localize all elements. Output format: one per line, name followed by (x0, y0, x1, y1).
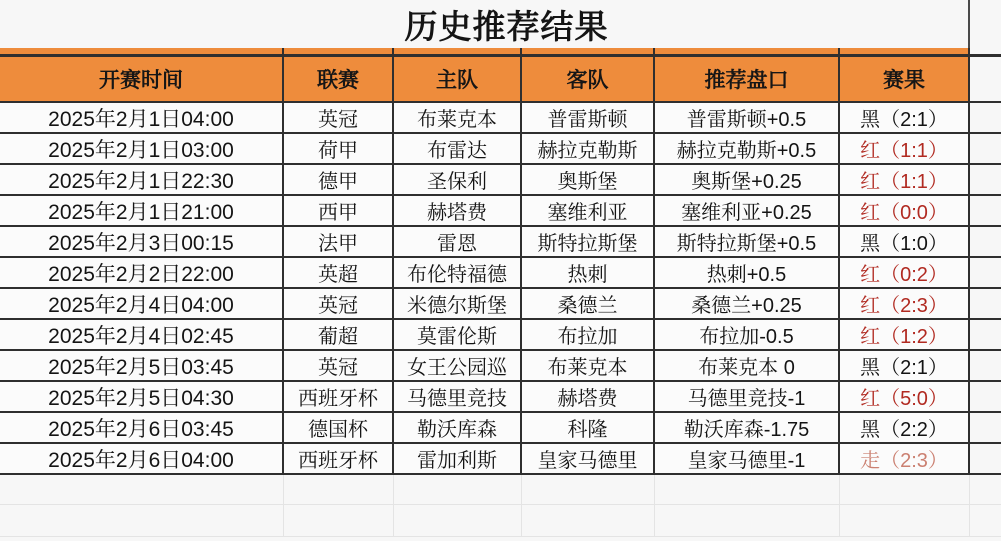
column-header-result: 赛果 (840, 57, 970, 101)
cell-result: 走（2:3） (840, 444, 970, 473)
cell-time: 2025年2月6日03:45 (0, 413, 284, 442)
cell-time: 2025年2月4日04:00 (0, 289, 284, 318)
cell-handicap: 塞维利亚+0.25 (655, 196, 840, 225)
table-row (0, 134, 1001, 165)
cell-handicap: 勒沃库森-1.75 (655, 413, 840, 442)
cell-league: 英冠 (284, 289, 394, 318)
cell-time: 2025年2月6日04:00 (0, 444, 284, 473)
column-header-league: 联赛 (284, 57, 394, 101)
table-row (0, 165, 1001, 196)
table-row (0, 413, 1001, 444)
cell-result: 红（1:1） (840, 165, 970, 194)
cell-league: 葡超 (284, 320, 394, 349)
cell-handicap: 马德里竞技-1 (655, 382, 840, 411)
table-row (0, 196, 1001, 227)
cell-away-team: 赫塔费 (522, 382, 655, 411)
cell-time: 2025年2月1日21:00 (0, 196, 284, 225)
cell-home-team: 雷恩 (394, 227, 522, 256)
cell-handicap: 热刺+0.5 (655, 258, 840, 287)
cell-result: 红（1:2） (840, 320, 970, 349)
cell-away-team: 科隆 (522, 413, 655, 442)
table-row (0, 351, 1001, 382)
cell-away-team: 皇家马德里 (522, 444, 655, 473)
cell-result: 黑（2:2） (840, 413, 970, 442)
results-table (0, 48, 1001, 537)
cell-league: 德国杯 (284, 413, 394, 442)
empty-row (0, 475, 1001, 505)
cell-away-team: 普雷斯顿 (522, 103, 655, 132)
cell-away-team: 塞维利亚 (522, 196, 655, 225)
table-row (0, 320, 1001, 351)
cell-time: 2025年2月2日22:00 (0, 258, 284, 287)
table-row (0, 103, 1001, 134)
page-title: 历史推荐结果 (404, 7, 609, 45)
cell-league: 英超 (284, 258, 394, 287)
title-area (0, 0, 1001, 48)
cell-league: 英冠 (284, 351, 394, 380)
cell-home-team: 赫塔费 (394, 196, 522, 225)
cell-away-team: 奥斯堡 (522, 165, 655, 194)
table-body (0, 103, 1001, 475)
cell-home-team: 米德尔斯堡 (394, 289, 522, 318)
cell-handicap: 桑德兰+0.25 (655, 289, 840, 318)
cell-handicap: 奥斯堡+0.25 (655, 165, 840, 194)
cell-away-team: 布拉加 (522, 320, 655, 349)
cell-league: 荷甲 (284, 134, 394, 163)
column-header-away: 客队 (522, 57, 655, 101)
cell-handicap: 皇家马德里-1 (655, 444, 840, 473)
cell-home-team: 雷加利斯 (394, 444, 522, 473)
cell-result: 黑（2:1） (840, 351, 970, 380)
cell-result: 红（2:3） (840, 289, 970, 318)
table-row (0, 289, 1001, 320)
cell-result: 红（5:0） (840, 382, 970, 411)
cell-league: 德甲 (284, 165, 394, 194)
table-row (0, 227, 1001, 258)
cell-time: 2025年2月4日02:45 (0, 320, 284, 349)
cell-home-team: 女王公园巡 (394, 351, 522, 380)
table-row (0, 444, 1001, 475)
table-row (0, 258, 1001, 289)
cell-handicap: 普雷斯顿+0.5 (655, 103, 840, 132)
cell-handicap: 布莱克本 0 (655, 351, 840, 380)
cell-time: 2025年2月3日00:15 (0, 227, 284, 256)
table-row (0, 382, 1001, 413)
cell-away-team: 布莱克本 (522, 351, 655, 380)
cell-league: 英冠 (284, 103, 394, 132)
cell-result: 黑（1:0） (840, 227, 970, 256)
clipped-orange-row (0, 48, 1001, 57)
cell-away-team: 桑德兰 (522, 289, 655, 318)
cell-league: 西班牙杯 (284, 444, 394, 473)
cell-result: 红（0:0） (840, 196, 970, 225)
cell-home-team: 莫雷伦斯 (394, 320, 522, 349)
cell-result: 黑（2:1） (840, 103, 970, 132)
cell-away-team: 斯特拉斯堡 (522, 227, 655, 256)
cell-time: 2025年2月5日04:30 (0, 382, 284, 411)
cell-time: 2025年2月1日04:00 (0, 103, 284, 132)
cell-league: 西班牙杯 (284, 382, 394, 411)
cell-handicap: 赫拉克勒斯+0.5 (655, 134, 840, 163)
cell-away-team: 热刺 (522, 258, 655, 287)
cell-result: 红（0:2） (840, 258, 970, 287)
column-header-home: 主队 (394, 57, 522, 101)
cell-home-team: 布伦特福德 (394, 258, 522, 287)
column-header-handicap: 推荐盘口 (655, 57, 840, 101)
cell-league: 西甲 (284, 196, 394, 225)
cell-home-team: 马德里竞技 (394, 382, 522, 411)
cell-handicap: 布拉加-0.5 (655, 320, 840, 349)
cell-home-team: 布雷达 (394, 134, 522, 163)
cell-league: 法甲 (284, 227, 394, 256)
column-header-time: 开赛时间 (0, 57, 284, 101)
empty-row (0, 505, 1001, 537)
table-header-row (0, 57, 1001, 103)
cell-time: 2025年2月1日03:00 (0, 134, 284, 163)
cell-away-team: 赫拉克勒斯 (522, 134, 655, 163)
cell-time: 2025年2月1日22:30 (0, 165, 284, 194)
cell-home-team: 勒沃库森 (394, 413, 522, 442)
cell-result: 红（1:1） (840, 134, 970, 163)
cell-home-team: 布莱克本 (394, 103, 522, 132)
cell-handicap: 斯特拉斯堡+0.5 (655, 227, 840, 256)
cell-time: 2025年2月5日03:45 (0, 351, 284, 380)
cell-home-team: 圣保利 (394, 165, 522, 194)
